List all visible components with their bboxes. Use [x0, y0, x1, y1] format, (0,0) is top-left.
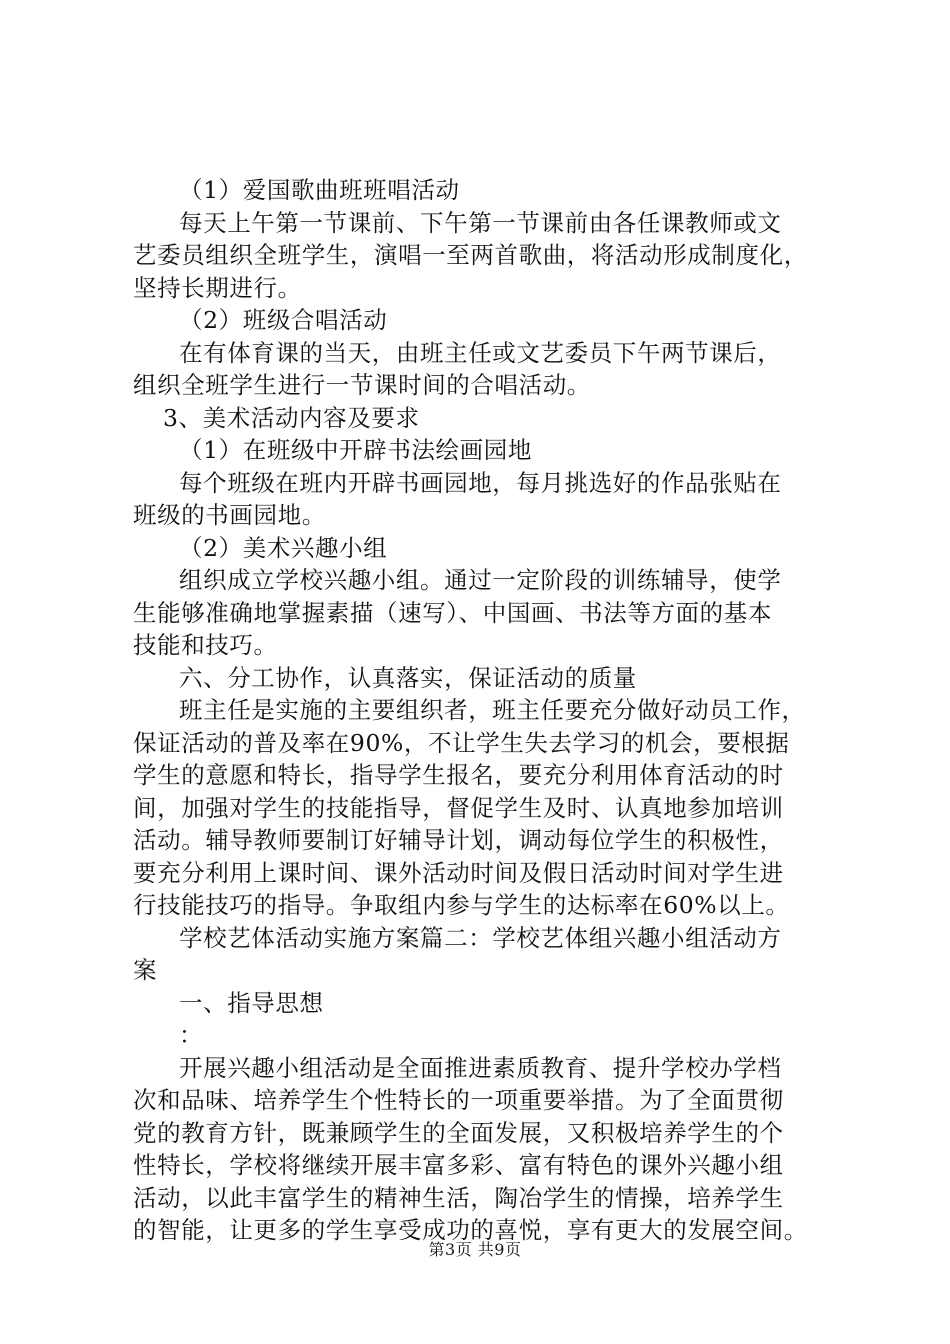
text-line: 坚持长期进行。: [133, 273, 302, 302]
text-line: 学生的意愿和特长，指导学生报名，要充分利用体育活动的时: [133, 761, 784, 789]
text-line: 在有体育课的当天，由班主任或文艺委员下午两节课后，: [179, 338, 782, 367]
text-line: 生能够准确地掌握素描（速写）、中国画、书法等方面的基本: [133, 598, 772, 627]
text-line: 学校艺体活动实施方案篇二：学校艺体组兴趣小组活动方: [179, 923, 782, 952]
text-line: 班主任是实施的主要组织者，班主任要充分做好动员工作，: [179, 696, 806, 724]
text-line: 组织成立学校兴趣小组。通过一定阶段的训练辅导，使学: [179, 566, 782, 594]
text-line: 活动，以此丰富学生的精神生活，陶冶学生的情操，培养学生: [133, 1183, 784, 1212]
text-line: 每天上午第一节课前、下午第一节课前由各任课教师或文: [179, 208, 782, 237]
text-line: 性特长，学校将继续开展丰富多彩、富有特色的课外兴趣小组: [133, 1151, 784, 1179]
section-heading: 六、分工协作，认真落实，保证活动的质量: [179, 663, 637, 692]
text-line: （1）爱国歌曲班班唱活动: [179, 176, 460, 204]
text-line: 的智能，让更多的学生享受成功的喜悦，享有更大的发展空间。: [133, 1216, 808, 1244]
text-line: 案: [133, 956, 158, 984]
text-line: 保证活动的普及率在90%，不让学生失去学习的机会，要根据: [133, 728, 790, 757]
text-line: 党的教育方针，既兼顾学生的全面发展，又积极培养学生的个: [133, 1118, 784, 1147]
text-line: 组织全班学生进行一节课时间的合唱活动。: [133, 371, 591, 399]
text-line: （2）美术兴趣小组: [179, 533, 388, 562]
section-heading: 一、指导思想: [179, 988, 324, 1017]
page-number-footer: 第3页 共9页: [428, 1240, 522, 1259]
text-line: （1）在班级中开辟书法绘画园地: [179, 436, 532, 464]
text-line: 班级的书画园地。: [133, 501, 326, 529]
text-line: 间，加强对学生的技能指导，督促学生及时、认真地参加培训: [133, 793, 784, 822]
text-line: 开展兴趣小组活动是全面推进素质教育、提升学校办学档: [179, 1053, 782, 1082]
text-line: （2）班级合唱活动: [179, 306, 388, 334]
section-heading: 3、美术活动内容及要求: [163, 403, 420, 432]
text-line: 要充分利用上课时间、课外活动时间及假日活动时间对学生进: [133, 858, 784, 887]
text-line: 每个班级在班内开辟书画园地，每月挑选好的作品张贴在: [179, 468, 782, 497]
text-line: ：: [179, 1021, 204, 1049]
document-body: [133, 174, 853, 1247]
text-line: 艺委员组织全班学生，演唱一至两首歌曲，将活动形成制度化，: [133, 241, 808, 269]
text-line: 行技能技巧的指导。争取组内参与学生的达标率在60%以上。: [133, 891, 790, 919]
text-line: 活动。辅导教师要制订好辅导计划，调动每位学生的积极性，: [133, 826, 784, 854]
text-line: 技能和技巧。: [133, 631, 278, 659]
text-line: 次和品味、培养学生个性特长的一项重要举措。为了全面贯彻: [133, 1086, 784, 1114]
